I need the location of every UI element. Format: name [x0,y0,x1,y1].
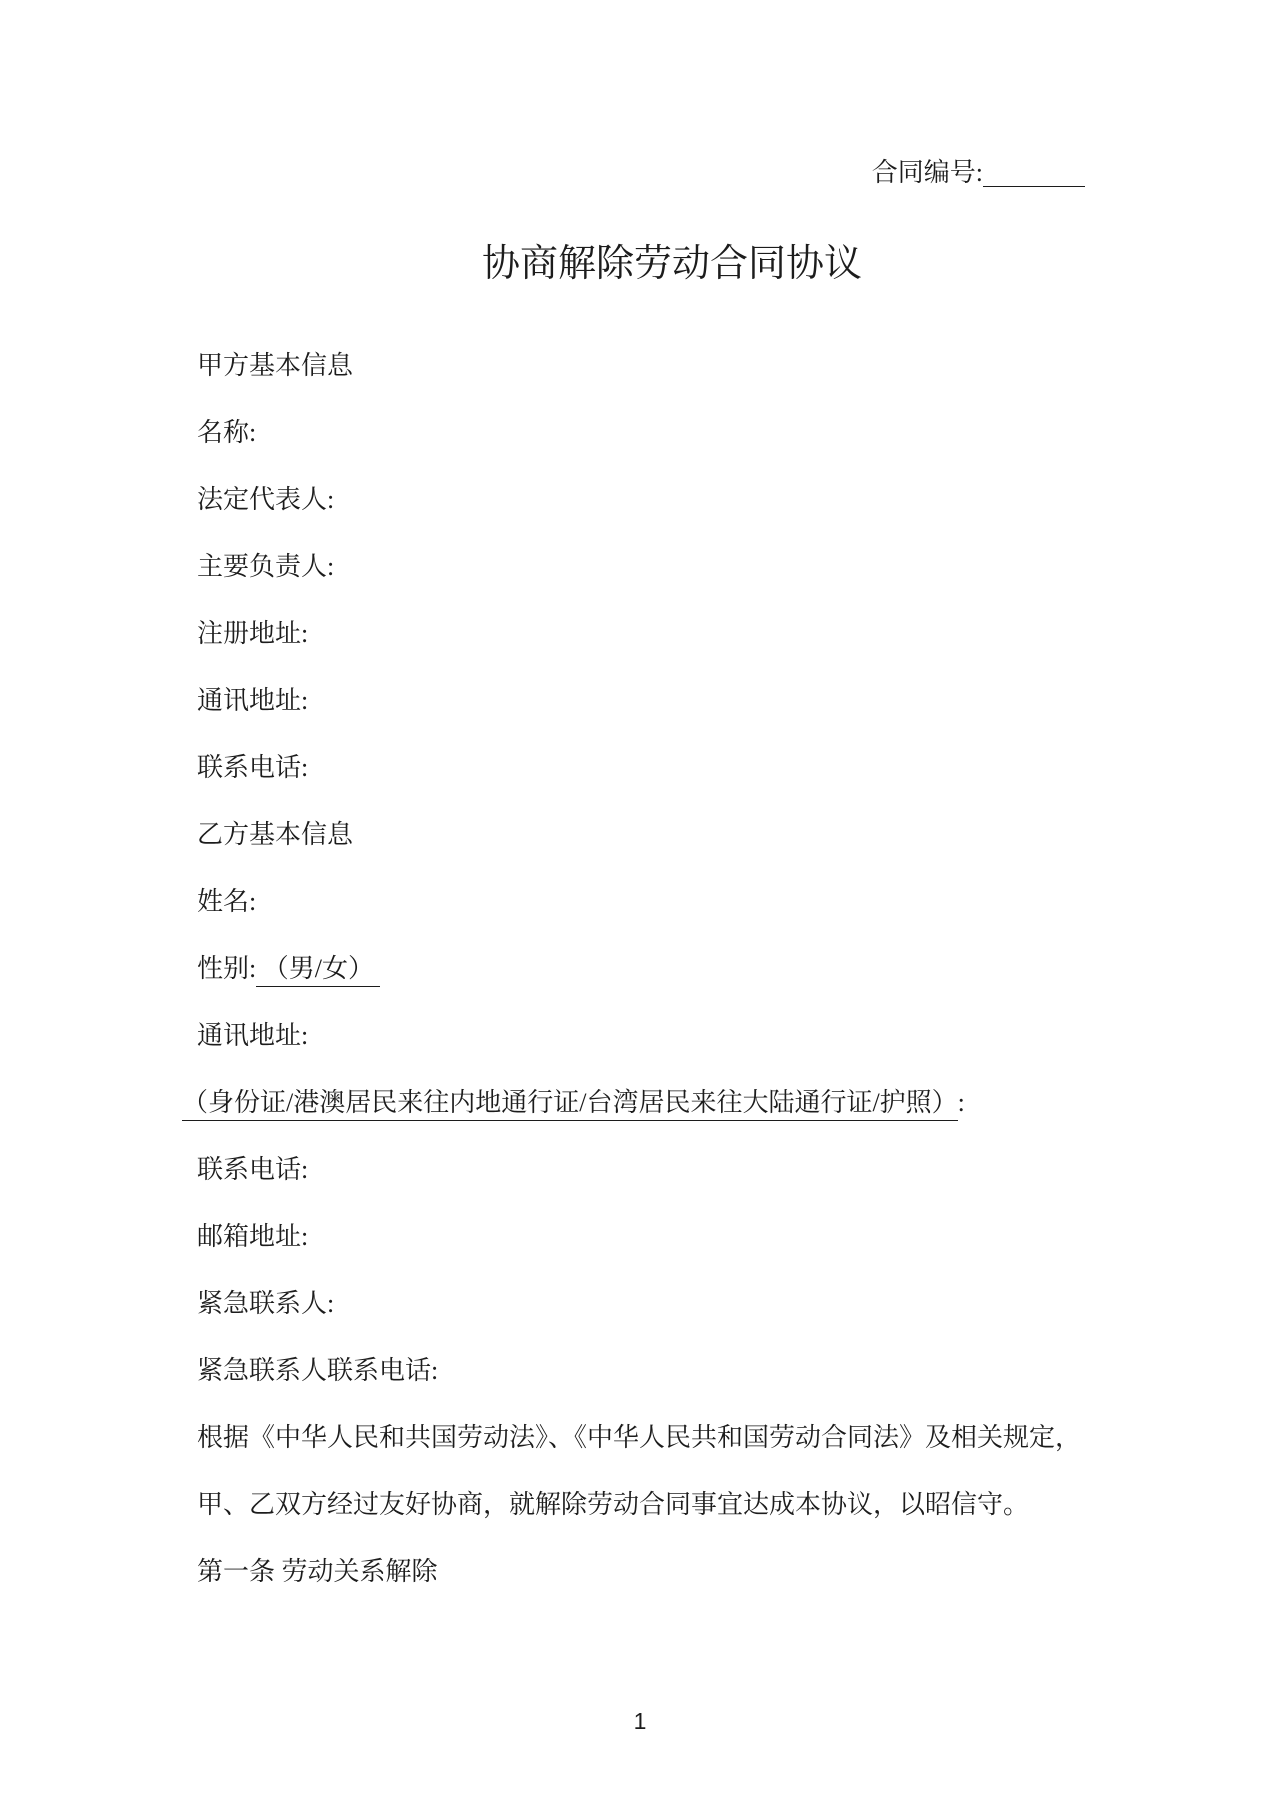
field-mailing-address-a: 通讯地址: [197,686,309,715]
id-document-colon: : [957,1088,965,1117]
field-registered-address: 注册地址: [197,619,309,648]
field-employee-name: 姓名: [197,887,257,916]
contract-number-blank [983,160,1085,187]
field-emergency-contact: 紧急联系人: [197,1289,335,1318]
field-email: 邮箱地址: [197,1222,309,1251]
field-principal: 主要负责人: [197,552,335,581]
id-document-underlined-text: （身份证/港澳居民来往内地通行证/台湾居民来往大陆通行证/护照） [182,1088,958,1121]
contract-number-line [872,152,1085,189]
gender-fill-in-underline: （男/女） [256,954,380,987]
document-body [182,332,1097,1605]
field-id-document [182,1069,1097,1136]
contract-number-label: 合同编号: [871,158,983,187]
preamble-paragraph-line-1: 根据《中华人民和共国劳动法》、《中华人民共和国劳动合同法》及相关规定， [197,1423,1082,1452]
field-gender-label: 性别: [197,954,257,983]
section-label-party-a: 甲方基本信息 [197,351,354,380]
field-phone-a: 联系电话: [197,753,309,782]
preamble-paragraph-line-2: 甲、乙双方经过友好协商，就解除劳动合同事宜达成本协议，以昭信守。 [197,1490,1030,1519]
heading-article-1: 第一条 劳动关系解除 [197,1557,438,1586]
section-label-party-b: 乙方基本信息 [197,820,354,849]
field-company-name: 名称: [197,418,257,447]
page-title: 协商解除劳动合同协议 [481,243,862,285]
field-mailing-address-b: 通讯地址: [197,1021,309,1050]
field-phone-b: 联系电话: [197,1155,309,1184]
field-emergency-contact-phone: 紧急联系人联系电话: [197,1356,439,1385]
field-legal-representative: 法定代表人: [197,485,335,514]
field-gender [197,935,1097,1002]
page-number: 1 [633,1708,647,1734]
